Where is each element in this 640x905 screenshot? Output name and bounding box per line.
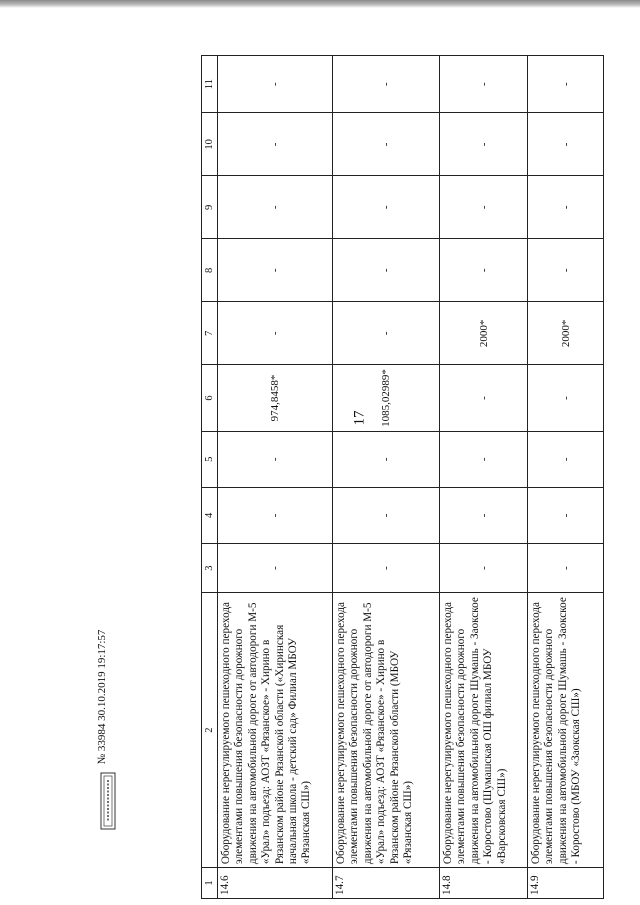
column-header: 11	[202, 56, 218, 113]
cell-col3: -	[333, 543, 440, 592]
cell-col11: -	[440, 56, 528, 113]
cell-col3: -	[440, 543, 528, 592]
cell-col5: -	[440, 431, 528, 487]
cell-col5: -	[333, 431, 440, 487]
cell-col11: -	[528, 56, 604, 113]
table-row	[440, 56, 528, 899]
cell-col3: -	[528, 543, 604, 592]
table-row	[218, 56, 333, 899]
cell-col3: -	[218, 543, 333, 592]
cell-col9: -	[528, 176, 604, 239]
cell-col8: -	[440, 239, 528, 302]
table-container	[201, 55, 583, 899]
cell-col4: -	[440, 487, 528, 543]
registration-stamp	[100, 772, 116, 830]
cell-col4: -	[218, 487, 333, 543]
cell-col7: -	[218, 302, 333, 365]
column-header: 7	[202, 302, 218, 365]
row-number: 14.6	[218, 868, 333, 899]
cell-col6: -	[440, 365, 528, 431]
cell-col4: -	[528, 487, 604, 543]
cell-col5: -	[218, 431, 333, 487]
row-number: 14.9	[528, 868, 604, 899]
cell-col11: -	[333, 56, 440, 113]
cell-col9: -	[440, 176, 528, 239]
cell-col9: -	[218, 176, 333, 239]
page-number: 17	[351, 410, 368, 426]
table-row	[528, 56, 604, 899]
column-header: 10	[202, 113, 218, 176]
cell-col10: -	[440, 113, 528, 176]
cell-col6: 974,8458*	[218, 365, 333, 431]
cell-col7: 2000*	[440, 302, 528, 365]
column-header: 1	[202, 868, 218, 899]
column-header: 9	[202, 176, 218, 239]
cell-col10: -	[218, 113, 333, 176]
cell-col7: 2000*	[528, 302, 604, 365]
table-header-row	[202, 56, 218, 899]
document-footer-id: № 33984 30.10.2019 19:17:57	[96, 629, 108, 765]
row-description: Оборудование нерегулируемого пешеходного перехода элементами повышения безопасности дорожного движения на автомобильной дороге Шумашь - Заокское - Коростово (МБОУ «Заокская СШ»)	[528, 593, 604, 868]
row-number: 14.7	[333, 868, 440, 899]
cell-col10: -	[333, 113, 440, 176]
cell-col4: -	[333, 487, 440, 543]
column-header: 4	[202, 487, 218, 543]
data-table	[201, 55, 604, 899]
column-header: 5	[202, 431, 218, 487]
cell-col8: -	[333, 239, 440, 302]
cell-col5: -	[528, 431, 604, 487]
row-description: Оборудование нерегулируемого пешеходного перехода элементами повышения безопасности дорожного движения на автомобильной дороге от автодороги М-5 «Урал» подъезд: АОЗТ «Рязанское» - Хирино в Рязанском районе Рязанской области (МБОУ «Рязанская СШ»)	[333, 593, 440, 868]
column-header: 3	[202, 543, 218, 592]
column-header: 6	[202, 365, 218, 431]
cell-col9: -	[333, 176, 440, 239]
column-header: 2	[202, 593, 218, 868]
scan-edge-shadow	[0, 0, 640, 8]
row-description: Оборудование нерегулируемого пешеходного перехода элементами повышения безопасности дорожного движения на автомобильной дороге Шумашь - Заокское - Коростово (Шумашская ОШ филиал МБОУ «Варсковская СШ»)	[440, 593, 528, 868]
cell-col8: -	[528, 239, 604, 302]
table-row	[333, 56, 440, 899]
cell-col6: 1085,02989*	[333, 365, 440, 431]
cell-col10: -	[528, 113, 604, 176]
column-header: 8	[202, 239, 218, 302]
cell-col8: -	[218, 239, 333, 302]
cell-col11: -	[218, 56, 333, 113]
cell-col6: -	[528, 365, 604, 431]
cell-col7: -	[333, 302, 440, 365]
row-number: 14.8	[440, 868, 528, 899]
row-description: Оборудование нерегулируемого пешеходного перехода элементами повышения безопасности дорожного движения на автомобильной дороге от автодороги М-5 «Урал» подъезд: АОЗТ «Рязанское» - Хирино в Рязанском районе Рязанской области («Хиринская начальная школа - детский сад» Филиал МБОУ «Рязанская СШ»)	[218, 593, 333, 868]
